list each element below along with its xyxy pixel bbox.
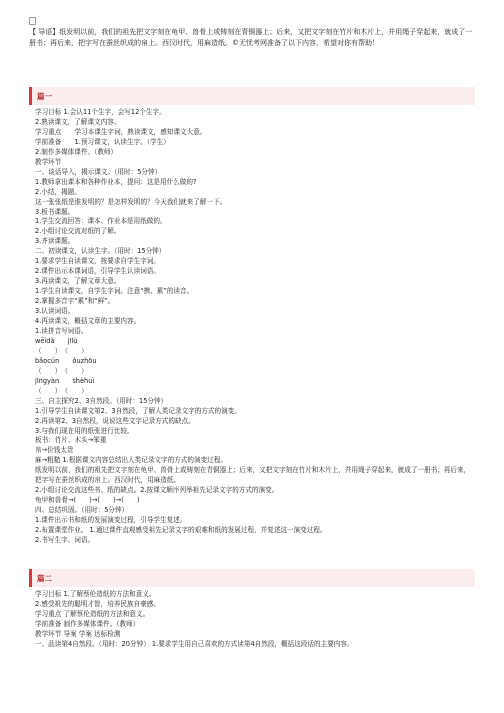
text-line: 1.学生交流回答：课本、作业本是用纸做的。 (35, 217, 167, 226)
text-line: wēidà jīlù (35, 336, 78, 345)
text-line: jīngyàn shèhuì (35, 376, 95, 385)
text-line: 1.教师拿出课本和各种作业本，提问：这是用什么做的? (35, 177, 197, 186)
section-two-body (29, 587, 475, 650)
text-line: 2.再读第2、3自然段，说说这些文字记录方式的缺点。 (35, 416, 195, 425)
text-line: 2.课件出示本课词语，引导学生认读词语。 (35, 267, 160, 276)
section-one-body (29, 105, 475, 546)
text-line: 4.再读课文，概括文章的主要内容。 (35, 317, 141, 326)
text-line: 1.课件出示书和纸的发展演变过程，引导学生复述。 (35, 516, 187, 525)
text-line: 龟甲和兽骨→( )→( )→( ) (35, 496, 140, 505)
section-one (29, 87, 475, 546)
text-line: 这一张张纸是谁发明的？是怎样发明的？今天我们就来了解一下。 (35, 197, 227, 206)
text-line: 板书：竹片、木头→笨重 (35, 436, 107, 445)
text-line: 1.引导学生自读课文第2、3自然段，了解人类记录文字的方式的演变。 (35, 406, 241, 415)
text-line: 2.熟读课文，了解课文内容。 (35, 117, 121, 126)
section-two-header (29, 569, 475, 587)
text-line: 麻→粗糙 1.根据课文内容总结出人类记录文字的方式的演变过程。 (35, 456, 227, 465)
text-line: （ ） （ ） (35, 346, 88, 355)
text-line: 一、谈话导入，揭示课文。（用时：5分钟） (35, 167, 162, 176)
text-line: 2.制作多媒体课件。（教师） (35, 147, 118, 156)
text-line: 学习重点 学习本课生字词，熟读课文，感知课文大意。 (35, 127, 207, 136)
text-line: 1.读拼音写词语。 (35, 326, 88, 335)
text-line: 3.再读课文，了解文章大意。 (35, 277, 121, 286)
text-line: 纸发明以前，我们的祖先把文字刻在龟甲、兽骨上或铸刻在青铜器上；后来，又把文字刻在竹片和木片上，并用绳子穿起来，就成了一册书；再后来，把字写在蚕丝织成的帛上。西汉时代，用麻造纸。 (35, 466, 471, 485)
text-line: 二、初读课文，认读生字。（用时：15分钟） (35, 247, 166, 256)
text-line: 三、自主探究2、3自然段。（用时：15分钟） (35, 396, 168, 405)
text-line: 2.感受祖先的聪明才智，培养民族自豪感。 (35, 599, 160, 608)
section-two-title: 篇二 (37, 574, 52, 583)
text-line: bǎocún ǒuzhōu (35, 356, 97, 365)
text-line: 2.布置课堂作业。 1.通过课件直观感受祖先记录文字的艰难和纸的发展过程，并复述这一演变过程。 (35, 526, 327, 535)
text-line: 2.小组讨论交流这些书、纸的缺点。2.按课文顺序列举祖先记录文字的方式的演变。 (35, 486, 279, 495)
text-line: 3.与我们现在用的纸张进行比较。 (35, 426, 134, 435)
document-icon (29, 17, 36, 25)
text-line: 学习重点 了解蔡伦造纸的方法和意义。 (35, 609, 150, 618)
text-line: 3.板书课题。 (35, 207, 75, 216)
section-one-title: 篇一 (37, 92, 52, 101)
text-line: （ ） （ ） (35, 386, 88, 395)
text-line: 2.小结，揭题。 (35, 187, 81, 196)
text-line: 3.认读词语。 (35, 307, 75, 316)
section-one-header (29, 87, 475, 105)
text-line: 2.书写生字、词语。 (35, 535, 95, 544)
text-line: （ ） （ ） (35, 366, 88, 375)
text-line: 教学环节 (35, 157, 62, 166)
text-line: 教学环节 导案 学案 达标检测 (35, 629, 121, 638)
text-line: 学习目标 1.了解蔡伦造纸的方法和意义。 (35, 590, 156, 598)
text-line: 1.学生自读课文，自学生字词。注意“携、累”的读音。 (35, 287, 194, 296)
text-line: 一、品读第4自然段。（用时：20分钟） 1.要求学生用自己喜欢的方式读第4自然段，概括这段话的主要内容。 (35, 639, 354, 648)
lead-paragraph: 【 导语】纸发明以前，我们的祖先把文字刻在龟甲、兽骨上或铸刻在青铜器上；后来，又把文字刻在竹片和木片上，并用绳子穿起来，就成了一册书；再后来，把字写在蚕丝织成的帛上。西汉时代，用麻造纸。©无忧考网准备了以下内容，希望对你有帮助！ (29, 28, 473, 48)
text-line: 学前准备 1.预习课文，认读生字。（学生） (35, 137, 170, 146)
text-line: 学前准备 制作多媒体课件。（教师） (35, 619, 140, 628)
section-two (29, 569, 475, 650)
text-line: 1.要求学生自读课文，按要求自学生字词。 (35, 257, 160, 266)
text-line: 3.齐读课题。 (35, 237, 75, 246)
text-line: 2.小组讨论交流对纸的了解。 (35, 227, 121, 236)
text-line: 帛→价钱太贵 (35, 446, 74, 455)
text-line: 学习目标 1.会认11个生字，会写12个生字。 (35, 108, 166, 116)
text-line: 四、总结巩固。（用时：5分钟） (35, 506, 129, 515)
text-line: 2.掌握多音字“累”和“鲜”。 (35, 297, 115, 306)
